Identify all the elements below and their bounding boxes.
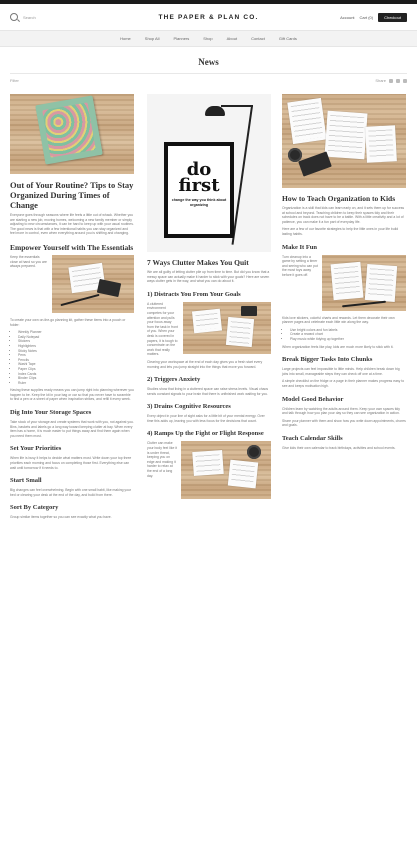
section-closing: Having these supplies ready means you can jump right into planning wherever you happen to be. Keep the kit in your bag or car so that you never have to scramble to find a pen or a sheet of paper when inspiration strikes, and refill it every week. — [10, 388, 134, 402]
section-heading: 1) Distracts You From Your Goals — [147, 290, 241, 298]
announcement-bar — [0, 0, 417, 4]
section-intro — [10, 255, 134, 269]
section-body: Studies show that living in a cluttered space can raise stress levels. Visual chaos sends constant signals to your brain that there is unfinished work waiting for you. — [147, 387, 269, 396]
planner-pages-image — [322, 255, 406, 311]
list-item: • Weekly Planner — [18, 330, 134, 335]
article-3-body: Organization is a skill that kids can learn early on, and it sets them up for success at school and beyond. Teaching children to keep their spaces tidy and their schedules on track does not have to be a battle. With a little creativity and a lot of patience, you can make it a fun part of everyday life. — [282, 206, 405, 224]
poster-headline: do first — [178, 159, 220, 196]
section-heading: Break Bigger Tasks Into Chunks — [282, 356, 373, 364]
header — [0, 6, 417, 30]
article-column-2 — [147, 94, 271, 501]
section-body: Share your planner with them and show how you write down appointments, chores and goals. — [282, 418, 406, 428]
article-1-body: Everyone goes through seasons where life feels a little out of whack. Whether you are starting a new job, moving homes, welcoming a new family member or simply adjusting to new circumstances, it can be hard to keep up with your usual routines. The good news is that with a few intentional habits you can stay organized and feel more in control, even when everything around you is shifting and changing. — [10, 213, 134, 236]
list-item: • Washi Tape — [18, 362, 134, 367]
article-2-body: We are all guilty of letting clutter pile up from time to time. But did you know that a messy space can actually make it harder to stick with your goals? Here are seven ways clutter gets in the way, and what you can do about it. — [147, 270, 270, 284]
section-heading: 2) Triggers Anxiety — [147, 376, 201, 384]
article-1-image[interactable] — [10, 94, 134, 174]
section-heading: Dig Into Your Storage Spaces — [10, 409, 92, 417]
section-body: Group similar items together so you can see exactly what you have. — [10, 515, 112, 520]
poster-caption: change the way you think about organizing — [171, 198, 227, 207]
section-heading: Empower Yourself with The Essentials — [10, 242, 134, 252]
list-item: • Index Cards — [18, 372, 134, 377]
nav-item[interactable]: Gift Cards — [278, 36, 297, 41]
article-3-title[interactable]: How to Teach Organization to Kids — [282, 194, 396, 203]
nav-item[interactable]: Shop — [203, 36, 213, 41]
section-lead: Kids love stickers, colorful charts and rewards. Let them decorate their own planner pages and celebrate each little win along the way. — [282, 315, 395, 325]
main-nav — [0, 30, 417, 47]
section-heading: Set Your Priorities — [10, 445, 62, 453]
list-item: • Highlighters — [18, 344, 134, 349]
section-body: Clearing your workspace at the end of each day gives you a fresh start every morning and lets you jump straight into the things that move you forward. — [147, 359, 263, 369]
section-body — [147, 302, 271, 357]
article-column-1 — [10, 94, 134, 520]
section-heading: Model Good Behavior — [282, 395, 344, 403]
list-item: • Play music while tidying up together — [290, 337, 406, 342]
list-item: • Pens — [18, 353, 134, 358]
section-body — [282, 255, 406, 278]
section-body-text: Turn cleanup into a game by setting a timer and seeing who can put the most toys away before it goes off. — [282, 254, 318, 277]
list-item: • Pencils — [18, 358, 134, 363]
nav-list — [0, 31, 417, 41]
list-item: • Daily Notepad — [18, 335, 134, 340]
list-item: • Use bright colors and fun labels — [290, 328, 406, 333]
section-lead: To create your own on-the-go planning kit, gather these items into a pouch or folder: — [10, 317, 126, 327]
section-heading: 4) Ramps Up the Fight or Flight Response — [147, 430, 264, 438]
pinterest-icon[interactable] — [396, 79, 400, 83]
list-item: • Binder Clips — [18, 376, 134, 381]
workspace-image — [181, 441, 271, 499]
nav-item[interactable]: About — [226, 36, 238, 41]
section-heading: Make It Fun — [282, 243, 318, 251]
share-links — [375, 78, 407, 83]
section-body: Give kids their own calendar to track birthdays, activities and school events. — [282, 445, 396, 450]
section-body: Large projects can feel impossible to little minds. Help children break down big jobs into small, manageable steps they can check off one at a time. — [282, 367, 400, 376]
list-item: • Paper Clips — [18, 367, 134, 372]
section-body-text: Clutter can make your body feel like it is under threat, keeping you on edge and making it harder to relax at the end of a long day. — [147, 441, 177, 478]
section-body: Children learn by watching the adults around them. Keep your own spaces tidy and talk through how you plan your day so they can see organization in action. — [282, 406, 400, 416]
article-1-title[interactable]: Out of Your Routine? Tips to Stay Organized During Times of Change — [10, 180, 134, 210]
site-logo[interactable]: THE PAPER & PLAN CO. — [158, 14, 259, 21]
essentials-list — [10, 330, 134, 385]
article-column-3 — [282, 94, 406, 450]
section-body: A simple checklist on the fridge or a page in their planner makes progress easy to see and keeps motivation high. — [282, 379, 405, 388]
list-item: • Create a reward chart — [290, 332, 406, 337]
share-label: Share — [375, 78, 386, 83]
article-2-image[interactable] — [147, 94, 271, 252]
tips-list — [282, 328, 406, 342]
section-body: Every object in your line of sight asks for a little bit of your mental energy. Over time this adds up, leaving you with less focus for the decisions that count. — [147, 414, 265, 423]
essentials-image — [52, 255, 134, 313]
section-body: When life is busy it helps to decide what matters most. Write down your top three priorities each morning and focus on completing those first. Everything else can wait until tomorrow if it needs to. — [10, 456, 132, 470]
filter-link[interactable]: Filter — [10, 78, 19, 83]
article-2-title[interactable]: 7 Ways Clutter Makes You Quit — [147, 258, 249, 267]
search-label: Search — [23, 14, 36, 20]
section-closing: When organization feels like play, kids are much more likely to stick with it. — [282, 344, 394, 349]
section-body — [147, 441, 271, 478]
section-body-text: A cluttered environment competes for your attention and pulls your focus away from the task in front of you. When your desk is covered in papers, it is tough to concentrate on the work that really matters. — [147, 301, 178, 357]
facebook-icon[interactable] — [389, 79, 393, 83]
nav-item[interactable]: Shop All — [144, 36, 160, 41]
floral-notebook-image — [35, 95, 103, 164]
section-body: Take stock of your storage and create systems that work with you, not against you. Bins, baskets and labels go a long way toward keeping clutter at bay. When every item has a home, it is much easier to put things away and find them again when you need them most. — [10, 420, 134, 438]
section-heading: 3) Drains Cognitive Resources — [147, 403, 231, 411]
twitter-icon[interactable] — [403, 79, 407, 83]
account-link[interactable]: Account — [340, 15, 355, 20]
article-3-image[interactable] — [282, 94, 406, 188]
list-item: • Ruler — [18, 381, 134, 386]
page-title: News — [198, 57, 219, 67]
account-area — [340, 13, 407, 22]
nav-item[interactable]: Planners — [173, 36, 190, 41]
list-item: • Sticky Notes — [18, 349, 134, 354]
checkout-button[interactable]: Checkout — [378, 13, 407, 22]
section-body: Big changes can feel overwhelming. Begin with one small habit, like making your bed or clearing your desk at the end of the day, and build from there. — [10, 488, 131, 497]
poster-frame — [164, 142, 234, 238]
article-3-body-2: Here are a few of our favorite strategies to help the little ones in your life build lasting habits. — [282, 227, 399, 236]
section-intro-text: Keep the essentials close at hand so you are always prepared. — [10, 254, 47, 269]
title-divider — [10, 73, 407, 74]
section-heading: Start Small — [10, 477, 42, 485]
cart-link[interactable]: Cart (0) — [359, 15, 374, 20]
nav-item[interactable]: Contact — [251, 36, 265, 41]
section-heading: Teach Calendar Skills — [282, 434, 343, 442]
lamp-image — [205, 106, 225, 116]
nav-item[interactable]: Home — [120, 36, 131, 41]
section-heading: Sort By Category — [10, 504, 59, 512]
list-item: • Stickers — [18, 339, 134, 344]
desk-flatlay-image — [183, 302, 271, 354]
